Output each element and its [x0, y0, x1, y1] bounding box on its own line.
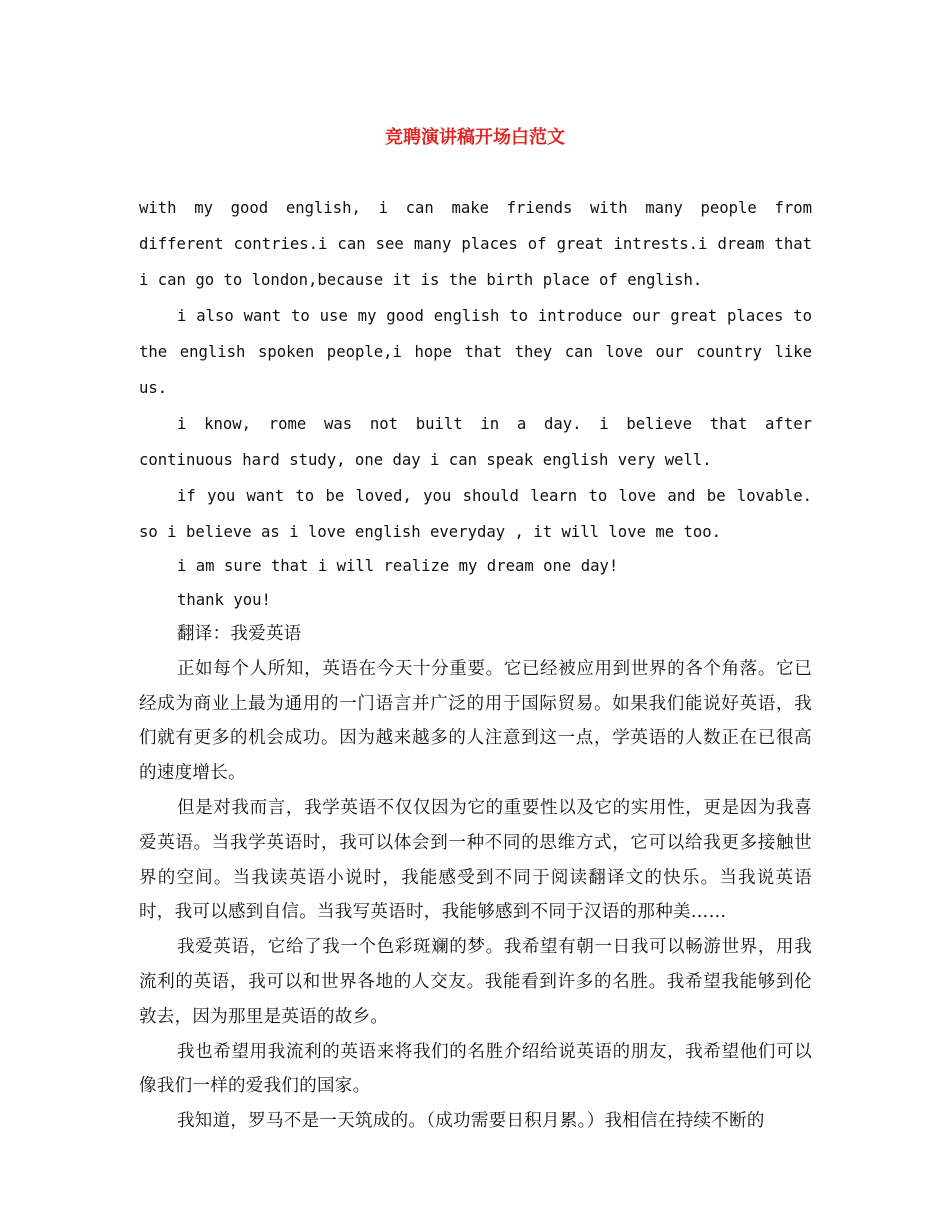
paragraph-zh-2: 但是对我而言，我学英语不仅仅因为它的重要性以及它的实用性，更是因为我喜爱英语。当我学英语时，我可以体会到一种不同的思维方式，它可以给我更多接触世界的空间。当我读英语小说时，我能感受到不同于阅读翻译文的快乐。当我说英语时，我可以感到自信。当我写英语时，我能够感到不同于汉语的那种美…… — [139, 797, 812, 923]
paragraph-zh-4: 我也希望用我流利的英语来将我们的名胜介绍给说英语的朋友，我希望他们可以像我们一样的爱我们的国家。 — [139, 1041, 812, 1097]
document-body — [139, 190, 812, 1139]
translation-heading: 翻译：我爱英语 — [177, 624, 302, 644]
paragraph-en-3: i know, rome was not built in a day. i believe that after continuous hard study, one day i can speak english very well. — [139, 415, 812, 469]
paragraph-zh-3: 我爱英语，它给了我一个色彩斑斓的梦。我希望有朝一日我可以畅游世界，用我流利的英语，我可以和世界各地的人交友。我能看到许多的名胜。我希望我能够到伦敦去，因为那里是英语的故乡。 — [139, 937, 812, 1027]
paragraph-en-2: i also want to use my good english to introduce our great places to the english spoken people,i hope that they can love our country like us. — [139, 307, 812, 397]
paragraph-en-6: thank you! — [177, 590, 271, 609]
paragraph-en-1: with my good english, i can make friends with many people from different contries.i can see many places of great intrests.i dream that i can go to london,because it is the birth place of english. — [139, 199, 812, 289]
document-title: 竞聘演讲稿开场白范文 — [385, 127, 565, 148]
paragraph-zh-1: 正如每个人所知，英语在今天十分重要。它已经被应用到世界的各个角落。它已经成为商业上最为通用的一门语言并广泛的用于国际贸易。如果我们能说好英语，我们就有更多的机会成功。因为越来越多的人注意到这一点，学英语的人数正在已很高的速度增长。 — [139, 658, 812, 784]
paragraph-en-5: i am sure that i will realize my dream one day! — [177, 557, 619, 575]
paragraph-zh-5: 我知道，罗马不是一天筑成的。（成功需要日积月累。）我相信在持续不断的 — [177, 1111, 765, 1132]
paragraph-en-4: if you want to be loved, you should learn to love and be lovable. so i believe as i love english everyday , it will love me too. — [139, 487, 812, 541]
